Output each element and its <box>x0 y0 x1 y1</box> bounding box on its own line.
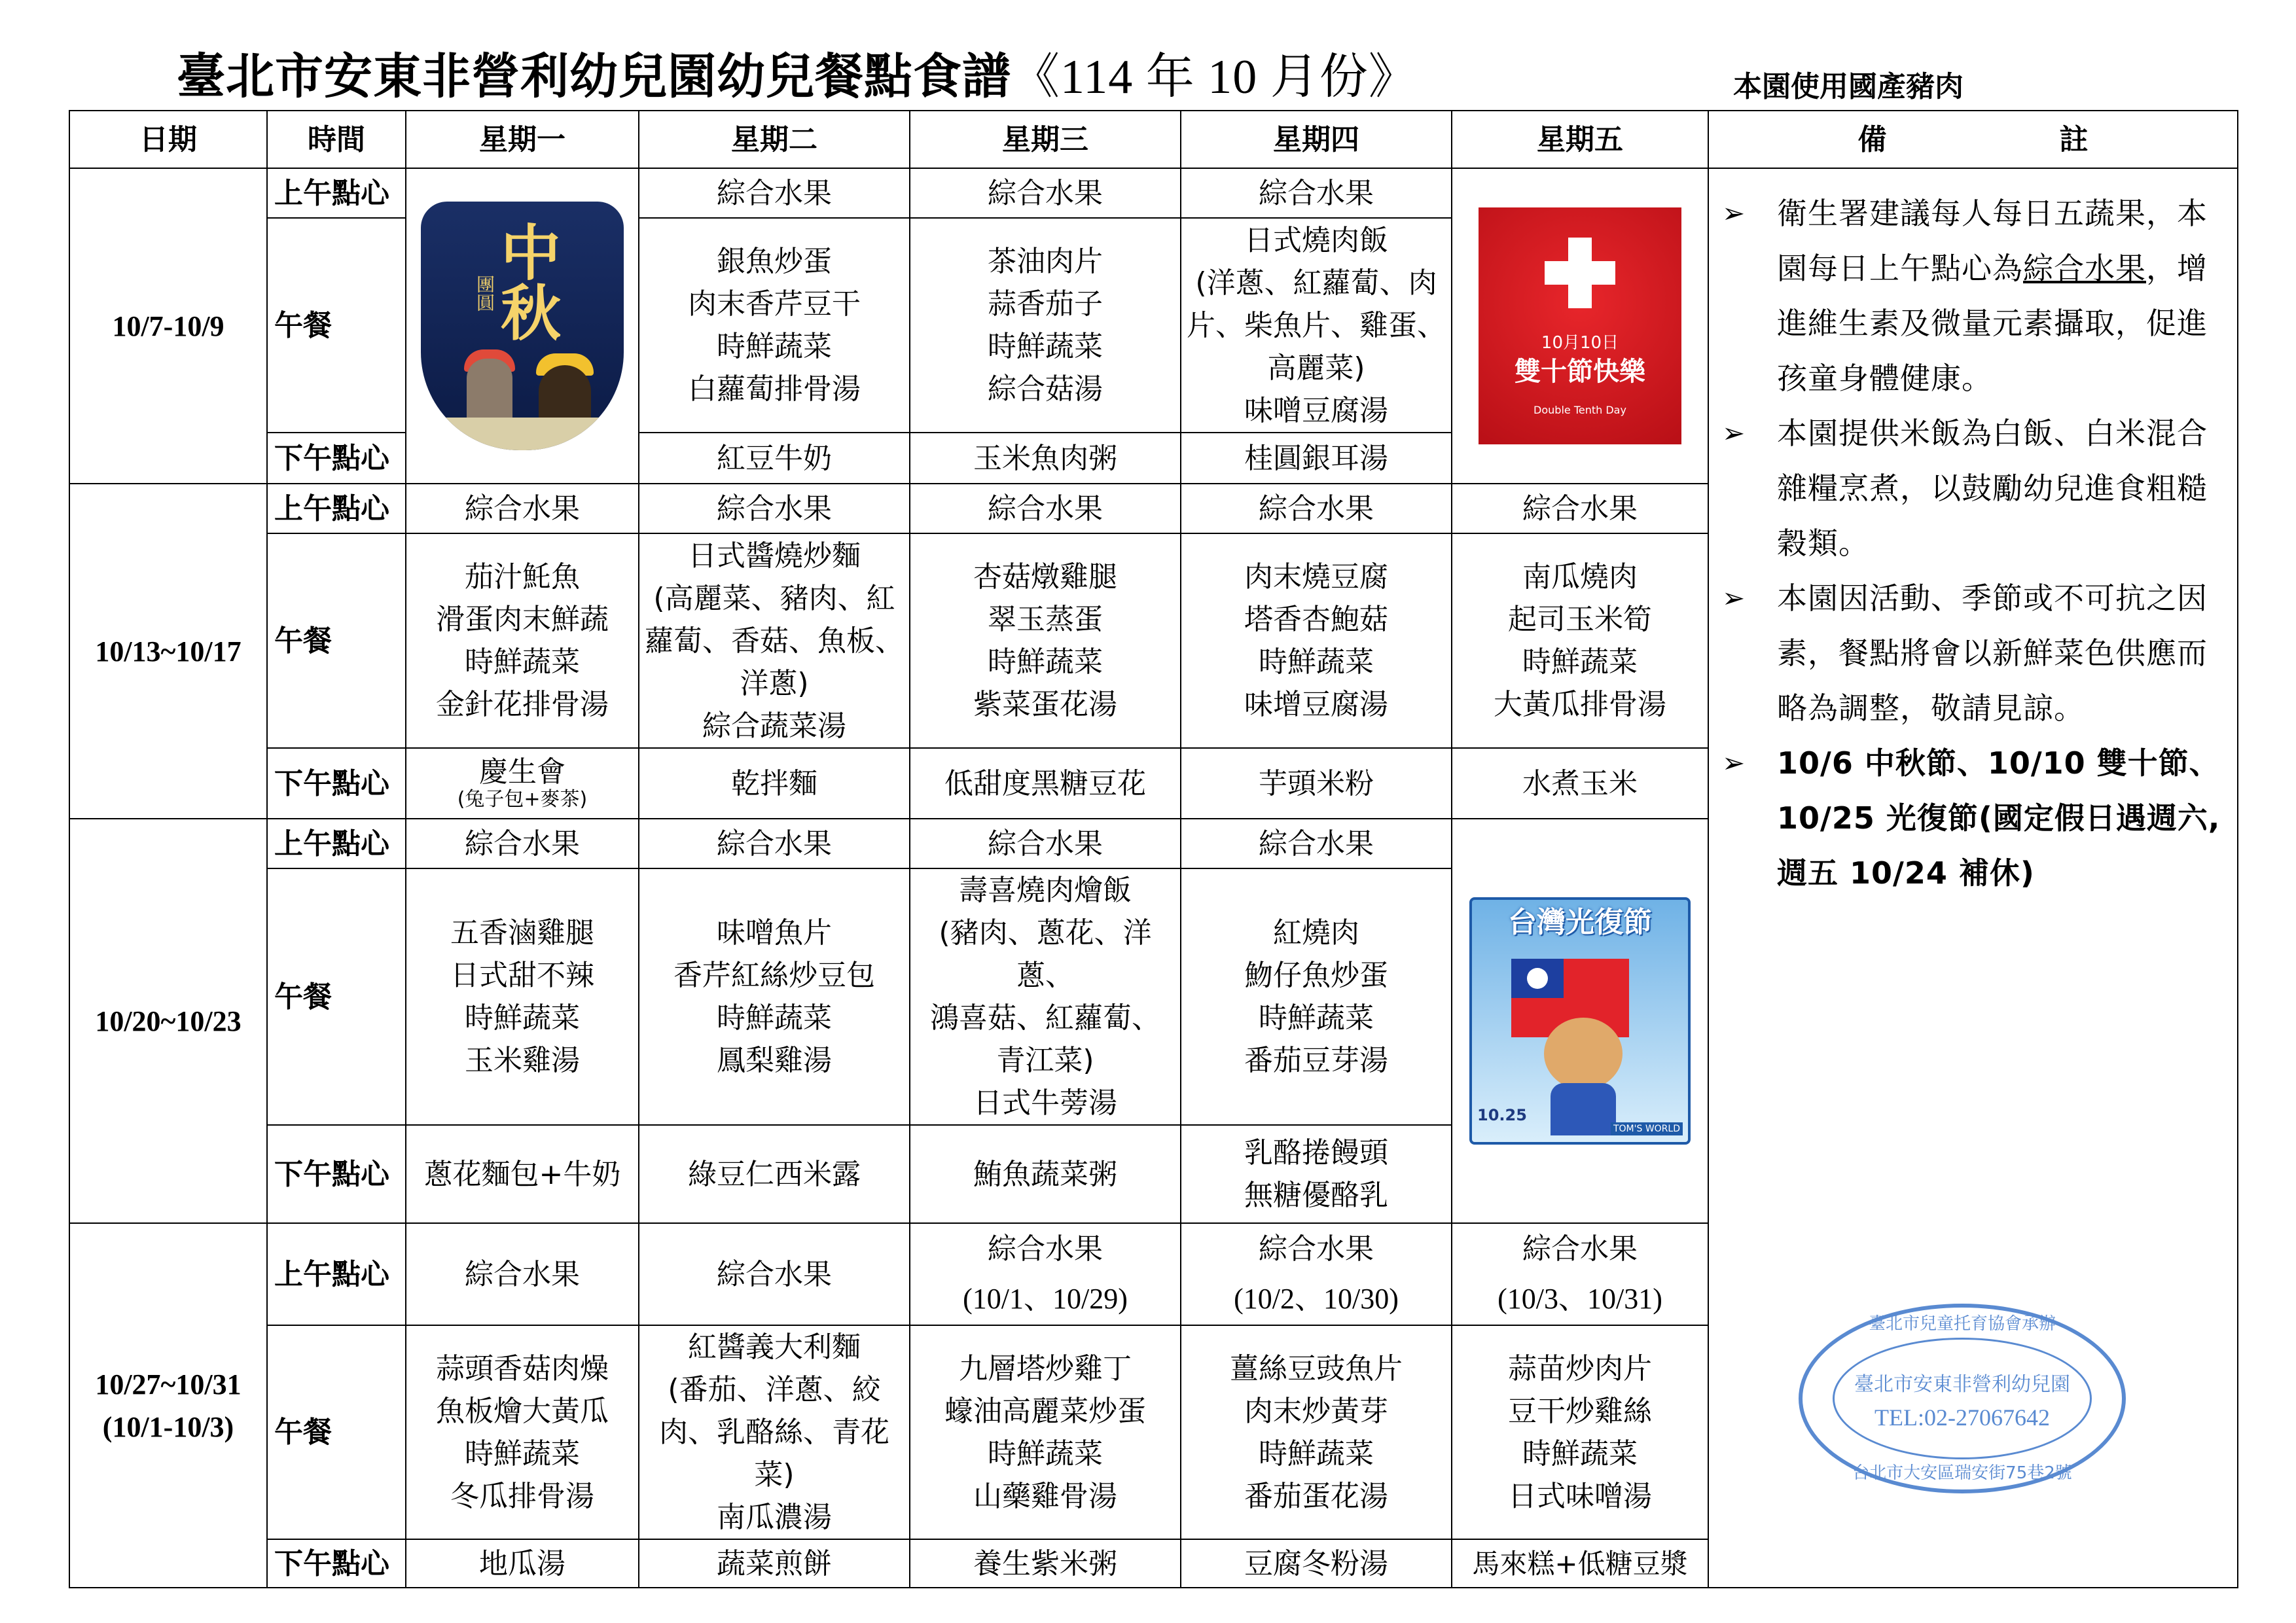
dish-line: 鳳梨雞湯 <box>717 1044 832 1077</box>
dish-line: 南瓜燒肉 <box>1522 560 1638 594</box>
menu-cell <box>406 1325 639 1539</box>
menu-cell: 綜合水果 <box>910 484 1181 533</box>
menu-cell: 綜合水果 <box>639 819 910 868</box>
menu-cell <box>1181 1125 1452 1223</box>
menu-cell: 地瓜湯 <box>406 1539 639 1588</box>
time-label: 午餐 <box>267 533 406 748</box>
menu-cell <box>1181 533 1452 748</box>
dish-line: 杏菇燉雞腿 <box>973 560 1117 594</box>
mid-autumn-text: 中秋 <box>491 221 561 342</box>
menu-cell: 綜合水果 (10/1、10/29) <box>910 1223 1181 1325</box>
arrow-bullet-icon: ➢ <box>1722 417 1746 449</box>
week-date: 10/27~10/31 (10/1-10/3) <box>69 1223 267 1588</box>
dish-line: 時鮮蔬菜 <box>465 1436 580 1471</box>
note-item: ➢ 10/6 中秋節、10/10 雙十節、10/25 光復節(國定假日遇週六,週五 10/24 補休) <box>1722 736 2224 901</box>
arrow-bullet-icon: ➢ <box>1722 582 1746 614</box>
dish-line: (洋蔥、紅蘿蔔、肉 <box>1195 266 1437 300</box>
menu-cell <box>639 533 910 748</box>
menu-cell: 綜合水果 (10/3、10/31) <box>1452 1223 1708 1325</box>
menu-cell: 綜合水果 (10/2、10/30) <box>1181 1223 1452 1325</box>
menu-cell: 綜合水果 <box>910 168 1181 218</box>
dish-line: 魚板燴大黃瓜 <box>436 1394 609 1428</box>
note-item: ➢ 衛生署建議每人每日五蔬果，本園每日上午點心為綜合水果，增進維生素及微量元素攝取，促進孩童身體健康。 <box>1722 186 2224 406</box>
dish-line: 玉米雞湯 <box>465 1044 580 1077</box>
menu-cell <box>406 533 639 748</box>
header-row <box>69 111 2238 168</box>
dish-line: (豬肉、蔥花、洋蔥、 <box>939 916 1152 992</box>
dish-line: 香芹紅絲炒豆包 <box>673 959 875 992</box>
dish-line: 綜合菇湯 <box>988 372 1103 406</box>
dish-line: 肉末炒黃芽 <box>1244 1394 1388 1428</box>
menu-cell: 綜合水果 <box>406 1223 639 1325</box>
dish-line: 時鮮蔬菜 <box>988 330 1103 363</box>
time-label: 下午點心 <box>267 1125 406 1223</box>
dish-line: 青江菜) <box>996 1044 1094 1077</box>
arrow-bullet-icon: ➢ <box>1722 747 1746 779</box>
arrow-bullet-icon: ➢ <box>1722 197 1746 229</box>
table-row <box>69 168 2238 218</box>
col-notes: 備 註 <box>1708 111 2238 168</box>
stamp-ring-bottom: 台北市大安區瑞安街75巷2號 <box>1852 1463 2072 1483</box>
dish-line: 肉末燒豆腐 <box>1244 560 1388 594</box>
dish-line: 壽喜燒肉燴飯 <box>959 874 1132 907</box>
menu-cell <box>639 1325 910 1539</box>
retrocession-image <box>1452 819 1708 1223</box>
dish-line: 紅醬義大利麵 <box>688 1330 861 1364</box>
dish-line: 日式味噌湯 <box>1508 1479 1652 1513</box>
menu-cell: 綜合水果 <box>1181 819 1452 868</box>
menu-cell <box>1452 533 1708 748</box>
time-label: 上午點心 <box>267 168 406 218</box>
time-label: 上午點心 <box>267 484 406 533</box>
mid-autumn-sub: 團圓 <box>474 275 495 312</box>
dish-line: 日式醬燒炒麵 <box>688 539 861 573</box>
dish-line: 番茄豆芽湯 <box>1244 1044 1388 1077</box>
dish-line: 翠玉蒸蛋 <box>988 603 1103 636</box>
menu-cell <box>1181 1325 1452 1539</box>
dish-line: 茶油肉片 <box>988 245 1103 278</box>
menu-cell: 紅豆牛奶 <box>639 433 910 484</box>
dish-line: 蒜香茄子 <box>988 287 1103 321</box>
dish-line: 時鮮蔬菜 <box>1259 1001 1374 1035</box>
stamp-line2: TEL:02-27067642 <box>1874 1404 2050 1431</box>
time-label: 午餐 <box>267 1325 406 1539</box>
dish-line: 豆干炒雞絲 <box>1508 1394 1652 1428</box>
dish-line: 蘿蔔、香菇、魚板、 <box>645 624 904 658</box>
menu-cell: 桂圓銀耳湯 <box>1181 433 1452 484</box>
dish-line: 蒜苗炒肉片 <box>1508 1351 1652 1385</box>
dish-line: 日式甜不辣 <box>450 959 594 992</box>
menu-cell <box>406 868 639 1125</box>
dish-line: 肉末香芹豆干 <box>688 287 861 321</box>
dish-line: 五香滷雞腿 <box>450 916 594 950</box>
menu-cell <box>1452 1325 1708 1539</box>
dish-line: 銀魚炒蛋 <box>717 245 832 278</box>
menu-cell: 綜合水果 <box>910 819 1181 868</box>
col-thu: 星期四 <box>1181 111 1452 168</box>
dish-line: 日式燒肉飯 <box>1244 223 1388 257</box>
dish-line: 紅燒肉 <box>1273 916 1359 950</box>
dish-line: 魩仔魚炒蛋 <box>1244 959 1388 992</box>
dish-line: 山藥雞骨湯 <box>973 1479 1117 1513</box>
menu-cell <box>1181 868 1452 1125</box>
dish-line: 時鮮蔬菜 <box>717 1001 832 1035</box>
dish-line: 塔香杏鮑菇 <box>1244 603 1388 636</box>
dish-line: 味增豆腐湯 <box>1244 688 1388 721</box>
menu-cell: 綜合水果 <box>1181 484 1452 533</box>
retrocession-title: 台灣光復節 <box>1508 906 1652 939</box>
time-label: 下午點心 <box>267 433 406 484</box>
dish-line: 蒜頭香菇肉燥 <box>436 1351 609 1385</box>
stamp-line1: 臺北市安東非營利幼兒園 <box>1854 1373 2070 1396</box>
dish-line: 九層塔炒雞丁 <box>959 1351 1132 1385</box>
dish-line: 味噌魚片 <box>717 916 832 950</box>
week-date: 10/13~10/17 <box>69 484 267 819</box>
dish-line: 時鮮蔬菜 <box>717 330 832 363</box>
dish-line: 洋蔥) <box>740 666 809 700</box>
col-fri: 星期五 <box>1452 111 1708 168</box>
dish-line: 時鮮蔬菜 <box>465 645 580 679</box>
menu-cell: 綜合水果 <box>639 168 910 218</box>
week-date: 10/20~10/23 <box>69 819 267 1223</box>
double-tenth-title: 雙十節快樂 <box>1515 357 1645 387</box>
red-cross-icon <box>1545 238 1615 308</box>
menu-cell: 芋頭米粉 <box>1181 748 1452 819</box>
dish-line: 味噌豆腐湯 <box>1244 393 1388 427</box>
retrocession-date: 10.25 <box>1477 1106 1527 1124</box>
time-label: 下午點心 <box>267 1539 406 1588</box>
dish-line: 番茄蛋花湯 <box>1244 1479 1388 1513</box>
menu-cell <box>910 533 1181 748</box>
double-tenth-en: Double Tenth Day <box>1534 404 1626 416</box>
pork-note: 本園使用國產豬肉 <box>1733 70 1964 103</box>
time-label: 午餐 <box>267 868 406 1125</box>
menu-cell <box>910 1325 1181 1539</box>
menu-cell <box>1181 218 1452 433</box>
menu-cell: 綠豆仁西米露 <box>639 1125 910 1223</box>
col-time: 時間 <box>267 111 406 168</box>
mid-autumn-image <box>406 168 639 484</box>
dish-line: 南瓜濃湯 <box>717 1501 832 1534</box>
menu-cell: 玉米魚肉粥 <box>910 433 1181 484</box>
menu-cell <box>639 868 910 1125</box>
double-tenth-image <box>1452 168 1708 484</box>
dish-line: 時鮮蔬菜 <box>1259 1436 1374 1471</box>
stamp-ring-top: 臺北市兒童托育協會承辦 <box>1868 1314 2056 1334</box>
dish-line: 起司玉米筍 <box>1508 603 1652 636</box>
menu-cell: 慶生會 (兔子包+麥茶) <box>406 748 639 819</box>
note-item: ➢ 本園因活動、季節或不可抗之因素，餐點將會以新鮮菜色供應而略為調整，敬請見諒。 <box>1722 571 2224 736</box>
dish-line: 蠔油高麗菜炒蛋 <box>944 1394 1146 1428</box>
dish-line: 白蘿蔔排骨湯 <box>688 372 861 406</box>
menu-cell <box>910 868 1181 1125</box>
dish-line: 紫菜蛋花湯 <box>973 688 1117 721</box>
dish-line: (番茄、洋蔥、絞 <box>668 1373 881 1406</box>
note-item: ➢ 本園提供米飯為白飯、白米混合雜糧烹煮，以鼓勵幼兒進食粗糙穀類。 <box>1722 406 2224 571</box>
dish-line: 片、柴魚片、雞蛋、 <box>1187 308 1446 342</box>
dish-line: 鴻喜菇、紅蘿蔔、 <box>930 1001 1160 1035</box>
dish-line: 冬瓜排骨湯 <box>450 1479 594 1513</box>
dish-line: 時鮮蔬菜 <box>1259 645 1374 679</box>
menu-cell: 水煮玉米 <box>1452 748 1708 819</box>
time-label: 上午點心 <box>267 1223 406 1325</box>
dish-line: 肉、乳酪絲、青花 <box>659 1416 889 1449</box>
dish-line: (高麗菜、豬肉、紅 <box>653 581 895 615</box>
col-mon: 星期一 <box>406 111 639 168</box>
dish-line: 時鮮蔬菜 <box>988 645 1103 679</box>
retrocession-brand: TOM'S WORLD <box>1611 1122 1683 1135</box>
dish-line: 日式牛蒡湯 <box>973 1086 1117 1120</box>
time-label: 下午點心 <box>267 748 406 819</box>
dish-line: 時鮮蔬菜 <box>1522 645 1638 679</box>
dish-line: 乳酪捲饅頭 <box>1244 1136 1388 1169</box>
dish-line: 金針花排骨湯 <box>436 688 609 721</box>
time-label: 午餐 <box>267 218 406 433</box>
dish-line: 時鮮蔬菜 <box>1522 1436 1638 1471</box>
dish-line: 時鮮蔬菜 <box>988 1436 1103 1471</box>
dish-line: 綜合蔬菜湯 <box>702 709 846 743</box>
col-wed: 星期三 <box>910 111 1181 168</box>
dish-line: 高麗菜) <box>1267 351 1365 385</box>
double-tenth-date: 10月10日 <box>1541 333 1619 353</box>
time-label: 上午點心 <box>267 819 406 868</box>
menu-cell: 綜合水果 <box>406 484 639 533</box>
menu-cell: 鮪魚蔬菜粥 <box>910 1125 1181 1223</box>
dish-line: 時鮮蔬菜 <box>465 1001 580 1035</box>
dish-line: 菜) <box>754 1458 795 1491</box>
page-title: 臺北市安東非營利幼兒園幼兒餐點食譜《114 年 10 月份》 <box>177 48 1418 105</box>
menu-cell: 蔥花麵包+牛奶 <box>406 1125 639 1223</box>
menu-cell: 綜合水果 <box>639 484 910 533</box>
dish-line: 薑絲豆豉魚片 <box>1230 1351 1403 1385</box>
dish-line: 無糖優酪乳 <box>1244 1179 1388 1212</box>
menu-cell: 養生紫米粥 <box>910 1539 1181 1588</box>
menu-cell: 綜合水果 <box>1452 484 1708 533</box>
menu-cell: 綜合水果 <box>406 819 639 868</box>
dish-line: 茄汁魠魚 <box>465 560 580 594</box>
dish-line: 滑蛋肉末鮮蔬 <box>436 603 609 636</box>
menu-cell: 低甜度黑糖豆花 <box>910 748 1181 819</box>
menu-cell <box>910 218 1181 433</box>
menu-cell: 蔬菜煎餅 <box>639 1539 910 1588</box>
menu-cell: 綜合水果 <box>639 1223 910 1325</box>
menu-cell: 馬來糕+低糖豆漿 <box>1452 1539 1708 1588</box>
menu-cell: 綜合水果 <box>1181 168 1452 218</box>
col-date: 日期 <box>69 111 267 168</box>
official-stamp <box>1799 1304 2126 1493</box>
dish-line: 大黃瓜排骨湯 <box>1494 688 1666 721</box>
col-tue: 星期二 <box>639 111 910 168</box>
menu-cell <box>639 218 910 433</box>
menu-cell: 乾拌麵 <box>639 748 910 819</box>
week-date: 10/7-10/9 <box>69 168 267 484</box>
menu-cell: 豆腐冬粉湯 <box>1181 1539 1452 1588</box>
